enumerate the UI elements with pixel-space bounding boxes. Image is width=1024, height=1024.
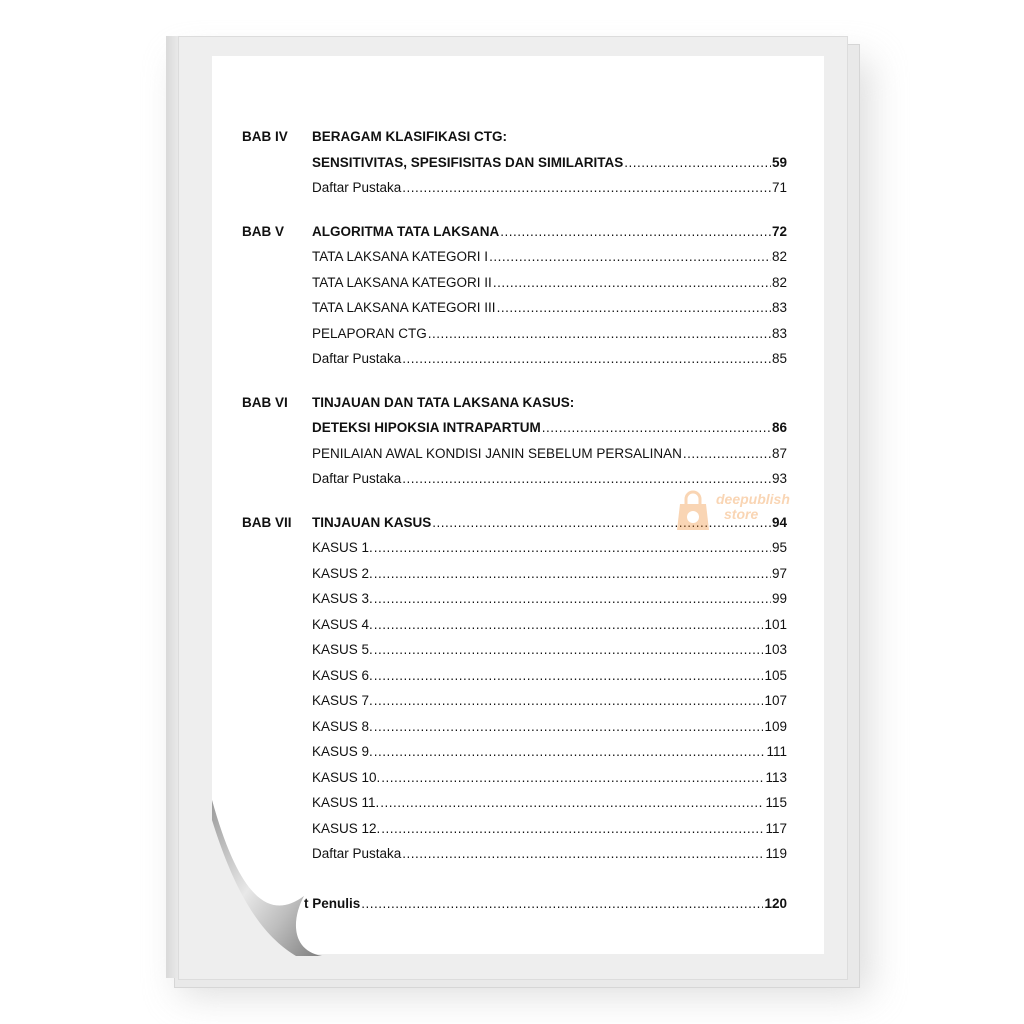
toc-title: KASUS 10. (312, 769, 381, 785)
toc-entry (242, 415, 787, 441)
toc-page-number: 83 (771, 300, 787, 315)
toc-entry (242, 124, 787, 150)
toc-title: Daftar Pustaka (312, 471, 402, 486)
toc-page-number: 82 (771, 274, 787, 290)
toc-title: KASUS 12. (312, 820, 381, 836)
toc-entry (242, 714, 787, 740)
toc-page-number: 117 (765, 820, 787, 836)
toc-page-number: 83 (771, 325, 787, 341)
toc-dot-leader (374, 637, 764, 663)
toc-page-number: 103 (764, 642, 787, 657)
toc-page-number: 109 (764, 718, 787, 734)
toc-title: Daftar Pustaka (312, 846, 402, 861)
toc-dot-leader (381, 765, 764, 791)
watermark-text (716, 492, 790, 522)
toc-entry (242, 586, 787, 612)
toc-title: t Penulis (304, 895, 361, 911)
toc-title: TATA LAKSANA KATEGORI III (312, 300, 496, 315)
toc-title: KASUS 7. (312, 693, 373, 708)
toc-dot-leader (381, 816, 764, 842)
toc-dot-leader (493, 270, 771, 296)
toc-title: KASUS 6. (312, 667, 373, 683)
toc-title: SENSITIVITAS, SPESIFISITAS DAN SIMILARITAS (312, 154, 624, 170)
toc-dot-leader (428, 321, 771, 347)
toc-page-number: 105 (764, 667, 787, 683)
toc-entry (242, 295, 787, 321)
toc-page-number: 119 (765, 846, 787, 861)
toc-dot-leader (489, 244, 771, 270)
toc-page-number: 120 (764, 895, 787, 911)
toc-chapter-label: BAB IV (242, 129, 288, 144)
toc-page-number: 86 (771, 420, 787, 435)
toc-title: KASUS 3. (312, 591, 373, 606)
toc-entry (242, 688, 787, 714)
toc-page-number: 107 (764, 693, 787, 708)
toc-entry (242, 390, 787, 416)
toc-dot-leader (380, 790, 764, 816)
toc-entry (242, 175, 787, 201)
publisher-watermark (672, 486, 822, 536)
toc-dot-leader (402, 841, 764, 867)
toc-dot-leader (374, 714, 764, 740)
toc-title: KASUS 4. (312, 616, 373, 632)
toc-page-number: 85 (771, 351, 787, 366)
toc-chapter-label: BAB VI (242, 394, 288, 410)
toc-title: KASUS 9. (312, 744, 373, 759)
toc-dot-leader (402, 346, 771, 372)
toc-entry (242, 535, 787, 561)
toc-entry (242, 612, 787, 638)
watermark-line-1: deepublish (716, 491, 790, 507)
toc-dot-leader (374, 535, 771, 561)
toc-entry (242, 441, 787, 467)
toc-page-number: 59 (771, 154, 787, 170)
toc-dot-leader (497, 295, 771, 321)
toc-entry (242, 816, 787, 842)
toc-title: PENILAIAN AWAL KONDISI JANIN SEBELUM PERSALINAN (312, 445, 682, 461)
toc-entry (242, 637, 787, 663)
toc-entry (242, 891, 787, 917)
page-curl (212, 800, 322, 956)
toc-title: Daftar Pustaka (312, 351, 402, 366)
toc-dot-leader (500, 219, 771, 245)
toc-entry (242, 561, 787, 587)
toc-chapter-label: BAB V (242, 223, 285, 239)
toc-page-number: 71 (771, 180, 787, 195)
toc-dot-leader (374, 688, 764, 714)
toc-page-number: 99 (771, 591, 787, 606)
toc-title: KASUS 2. (312, 565, 373, 581)
toc-title: TINJAUAN KASUS (312, 514, 432, 530)
toc-page-number: 115 (765, 795, 787, 810)
toc-title: Daftar Pustaka (312, 180, 402, 195)
toc-dot-leader (683, 441, 771, 467)
toc-dot-leader (374, 612, 764, 638)
toc-page-number: 87 (771, 445, 787, 461)
toc-dot-leader (374, 663, 764, 689)
toc-entry (242, 790, 787, 816)
toc-page-number: 94 (771, 514, 787, 530)
toc-title: TATA LAKSANA KATEGORI I (312, 249, 489, 264)
toc-title: PELAPORAN CTG (312, 325, 427, 341)
toc-dot-leader (374, 739, 766, 765)
toc-page-number: 113 (765, 769, 787, 785)
toc-page-number: 111 (766, 744, 787, 759)
toc-title: KASUS 1. (312, 540, 373, 555)
toc-title: KASUS 5. (312, 642, 373, 657)
toc-entry (242, 739, 787, 765)
toc-title: ALGORITMA TATA LAKSANA (312, 223, 500, 239)
toc-entry (242, 219, 787, 245)
toc-dot-leader (542, 415, 771, 441)
watermark-line-2: store (724, 506, 759, 522)
toc-entry (242, 270, 787, 296)
toc-entry (242, 765, 787, 791)
toc-dot-leader (361, 891, 763, 917)
toc-entry (242, 244, 787, 270)
toc-title: BERAGAM KLASIFIKASI CTG: (312, 129, 507, 144)
toc-title: TATA LAKSANA KATEGORI II (312, 274, 492, 290)
toc-title: DETEKSI HIPOKSIA INTRAPARTUM (312, 420, 541, 435)
toc-dot-leader (402, 175, 771, 201)
toc-title: KASUS 8. (312, 718, 373, 734)
shopping-bag-icon (672, 486, 716, 534)
toc-page-number: 72 (771, 223, 787, 239)
toc-chapter-label: BAB VII (242, 514, 292, 530)
toc-dot-leader (374, 561, 771, 587)
toc-dot-leader (374, 586, 771, 612)
toc-entry (242, 150, 787, 176)
toc-dot-leader (624, 150, 771, 176)
toc-entry (242, 346, 787, 372)
toc-page-number: 82 (771, 249, 787, 264)
toc-page-number: 95 (771, 540, 787, 555)
toc-title: TINJAUAN DAN TATA LAKSANA KASUS: (312, 394, 575, 410)
toc-page-number: 101 (764, 616, 787, 632)
toc-entry (242, 321, 787, 347)
toc-page-number: 93 (771, 471, 787, 486)
toc-page-number: 97 (771, 565, 787, 581)
toc-entry (242, 663, 787, 689)
toc-title: KASUS 11. (312, 795, 380, 810)
toc-entry (242, 841, 787, 867)
